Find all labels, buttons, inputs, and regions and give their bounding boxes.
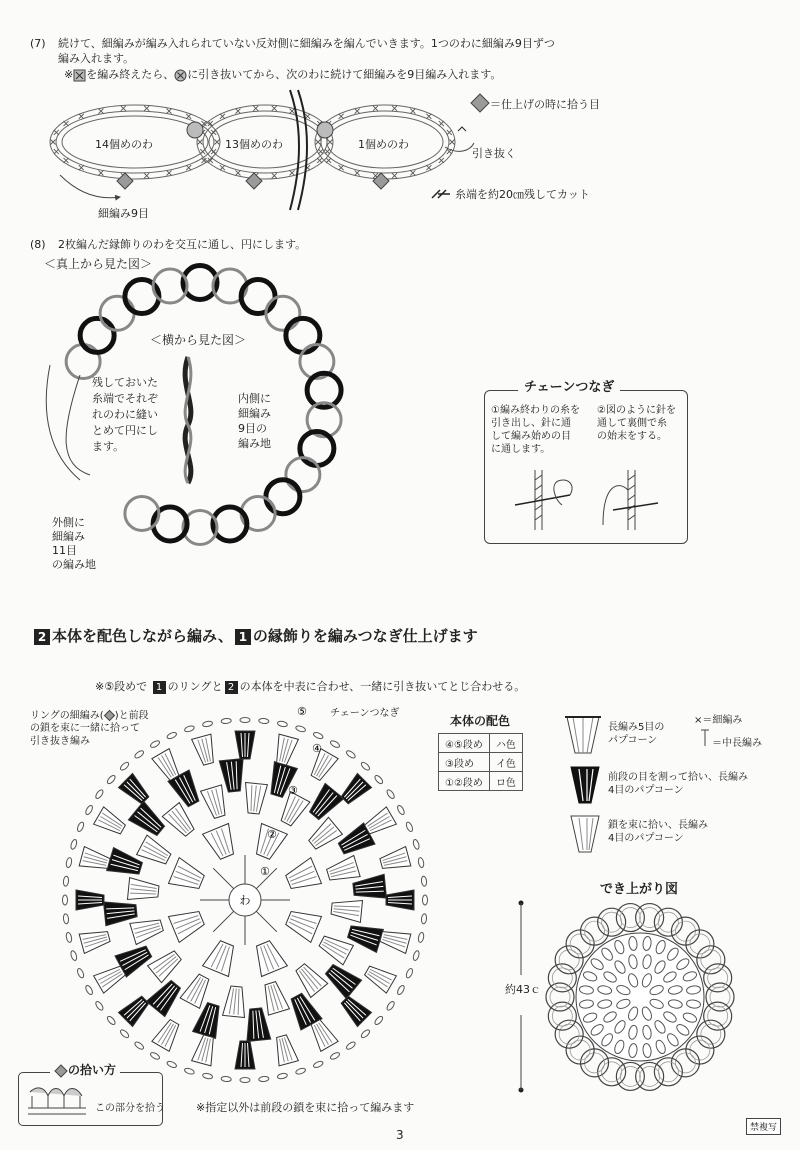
finished-ring-inner <box>552 968 572 988</box>
chain-stitch <box>295 1067 306 1075</box>
popcorn4-bundle-line: 4目のパプコーン <box>608 833 684 844</box>
chain-stitch <box>70 950 78 961</box>
chain-join-illustration-2 <box>598 465 668 535</box>
popcorn-stitch <box>152 1017 183 1051</box>
chain-stitch <box>94 1000 104 1011</box>
ring-link <box>266 480 300 514</box>
popcorn-stitch <box>272 1034 299 1066</box>
color-value: イ色 <box>489 753 522 772</box>
popcorn-stitch <box>127 878 159 903</box>
ring-sc-line: の鎖を束に一緒に拾って <box>30 723 140 734</box>
left-note-line: 残しておいた <box>92 376 158 389</box>
round-number: ⑤ <box>297 705 307 718</box>
chain-stitch <box>405 968 414 979</box>
chain-stitch <box>65 857 72 868</box>
ring-link <box>80 318 114 352</box>
chain-stitch <box>134 1041 145 1051</box>
ring-link <box>286 318 320 352</box>
color-value: ハ色 <box>489 734 522 753</box>
popcorn-stitch <box>148 947 185 983</box>
popcorn-stitch <box>203 824 240 862</box>
chain-stitch <box>421 876 427 886</box>
popcorn-stitch <box>305 817 342 853</box>
popcorn-stitch <box>305 783 344 823</box>
popcorn-stitch <box>283 905 321 942</box>
popcorn-stitch <box>235 731 255 759</box>
chain-stitch <box>360 1029 371 1039</box>
legend-cut: 糸端を約20㎝残してカット <box>455 188 590 201</box>
popcorn-stitch <box>338 773 372 807</box>
chain-stitch <box>277 1073 288 1080</box>
chain-stitch <box>345 749 356 759</box>
step7-note <box>64 68 501 82</box>
spoke <box>256 911 277 932</box>
popcorn-stitch <box>169 858 207 895</box>
step7-number: (7) <box>30 37 46 50</box>
chain-stitch <box>374 1015 384 1026</box>
left-note-line: れのわに縫い <box>92 408 158 421</box>
chain-stitch <box>374 774 384 785</box>
chain-join-title: チェーンつなぎ <box>518 380 620 396</box>
assembly-note <box>95 680 525 694</box>
color-row <box>439 753 523 772</box>
popcorn-stitch <box>250 938 287 976</box>
inner-note-line: 内側に <box>238 392 271 405</box>
note-prefix: ※ <box>64 68 74 81</box>
footer-note: ※指定以外は前段の鎖を束に拾って編みます <box>196 1101 415 1114</box>
chain-step1-line: 引き出し、針に通 <box>491 418 571 429</box>
popcorn-stitch <box>338 993 372 1027</box>
chain-stitch <box>84 984 93 995</box>
chain-step1-line: して編み始めの目 <box>491 431 571 442</box>
popcorn-stitch <box>325 856 360 886</box>
color-row <box>439 772 523 791</box>
popcorn-stitch <box>94 807 128 838</box>
popcorn-stitch <box>79 927 111 954</box>
chain-stitch <box>259 718 269 724</box>
popcorn-stitch <box>203 938 240 976</box>
finished-ring-inner <box>640 908 660 928</box>
finished-ring-inner <box>708 1006 728 1026</box>
left-note-line: 糸端でそれぞ <box>92 392 158 405</box>
chain-stitch <box>386 1000 396 1011</box>
color-round: ①②段め <box>439 772 490 791</box>
chain-stitch <box>221 718 231 724</box>
finished-title: でき上がり図 <box>600 882 679 897</box>
round-number: ② <box>267 828 277 841</box>
copy-prohibited-badge: 禁複写 <box>746 1118 781 1135</box>
assembly-mid1: のリングと <box>167 680 223 693</box>
popcorn-stitch <box>130 915 165 945</box>
pickup-illustration <box>26 1088 88 1118</box>
outer-note-line: 11目 <box>52 544 77 557</box>
popcorn-stitch <box>243 782 268 814</box>
chain-stitch <box>295 725 306 733</box>
popcorn-stitch <box>260 980 290 1015</box>
inner-note-line: 細編み <box>238 407 271 420</box>
pickup-note: この部分を拾う <box>95 1103 165 1114</box>
assembly-prefix: ※⑤段めで <box>95 680 148 693</box>
chain-stitch <box>240 1078 250 1083</box>
chain-step2-line: 通して裏側で糸 <box>597 418 667 429</box>
top-view-label: ＜真上から見た図＞ <box>44 257 153 271</box>
left-note-line: とめて円にし <box>92 424 158 437</box>
sc-box-icon <box>73 69 86 82</box>
popcorn-stitch <box>162 803 198 840</box>
popcorn-stitch <box>386 890 414 910</box>
sc-legend: ×＝細編み <box>694 715 743 726</box>
section-number-1: 1 <box>235 629 251 645</box>
chain-stitch <box>149 739 160 748</box>
popcorn-stitch <box>128 801 168 840</box>
popcorn-stitch <box>76 890 104 910</box>
chain-stitch <box>202 1073 213 1080</box>
color-round: ③段め <box>439 753 490 772</box>
popcorn4-split-line: 4目のパプコーン <box>608 785 684 796</box>
ring-sc-line: 引き抜き編み <box>30 736 90 747</box>
color-table-title: 本体の配色 <box>450 714 511 728</box>
chain-stitch <box>134 749 145 759</box>
chain-stitch <box>423 895 428 905</box>
color-table <box>438 733 523 791</box>
chain-join-label: チェーンつなぎ <box>330 708 400 719</box>
chain-stitch <box>184 1067 195 1075</box>
popcorn-stitch <box>223 986 248 1018</box>
chain-stitch <box>329 739 340 748</box>
finished-ring-inner <box>552 1006 572 1026</box>
chain-stitch <box>119 761 130 771</box>
chain-stitch <box>106 1015 116 1026</box>
chain-stitch <box>184 725 195 733</box>
center-label: わ <box>239 894 251 907</box>
step8-text: 2枚編んだ縁飾りのわを交互に通し、円にします。 <box>58 238 307 251</box>
pickup-diamond-icon <box>470 93 490 113</box>
popcorn-stitch <box>362 962 396 993</box>
chain-step1-line: に通します。 <box>491 444 551 455</box>
ring-link <box>266 296 300 330</box>
spoke <box>213 868 234 889</box>
chain-step2-line: の始末をする。 <box>597 431 667 442</box>
finished-body <box>576 933 704 1061</box>
popcorn-stitch <box>169 905 207 942</box>
popcorn-stitch <box>192 734 219 766</box>
chain-stitch <box>166 1060 177 1069</box>
ring-sc-line: リングの細編み( <box>30 710 104 722</box>
color-round: ④⑤段め <box>439 734 490 753</box>
chain-stitch <box>63 876 69 886</box>
finished-size: 約43ｃ <box>505 983 541 996</box>
chain-stitch <box>63 895 68 905</box>
chain-stitch <box>360 761 371 771</box>
inner-note-line: 編み地 <box>238 437 271 450</box>
chain-join-illustration-1 <box>510 465 580 535</box>
outer-note-line: の編み地 <box>52 558 96 571</box>
chain-stitch <box>166 731 177 740</box>
sc-circle-icon <box>174 69 187 82</box>
chain-stitch <box>329 1051 340 1060</box>
chain-stitch <box>202 720 213 727</box>
step7-line1: 続けて、細編みが編み入れられていない反対側に細編みを編んでいきます。1つのわに細編み9目ずつ <box>58 37 555 50</box>
note-mid: を編み終えたら、 <box>86 68 175 81</box>
size-dimension-line <box>515 900 527 1095</box>
popcorn5-line: 長編み5目の <box>608 722 665 733</box>
popcorn-stitch <box>219 759 246 793</box>
assembly-num-2: 2 <box>225 681 238 694</box>
inner-note-line: 9目の <box>238 422 267 435</box>
popcorn5-symbol <box>563 713 603 758</box>
chain-stitch <box>119 1029 130 1039</box>
popcorn-stitch <box>118 773 152 807</box>
left-note-line: ます。 <box>92 440 125 453</box>
finished-ring-inner <box>708 968 728 988</box>
round-number: ④ <box>312 742 322 755</box>
popcorn4-bundle-line: 鎖を束に拾い、長編み <box>608 820 708 831</box>
chain-stitch <box>65 932 72 943</box>
chain-step2-line: ②図のように針を <box>597 405 676 416</box>
chain-stitch <box>421 914 427 924</box>
outer-note-line: 外側に <box>52 516 85 529</box>
section-number-2: 2 <box>34 629 50 645</box>
popcorn-stitch <box>235 1041 255 1069</box>
ring-link <box>66 345 100 379</box>
cut-thread-icon <box>430 189 452 199</box>
color-row <box>439 734 523 753</box>
popcorn-stitch <box>118 993 152 1027</box>
mdc-legend: ＝中長編み <box>712 738 762 749</box>
assembly-num-1: 1 <box>153 681 166 694</box>
popcorn4-split-symbol <box>567 763 603 808</box>
ring-circle-diagram <box>40 265 370 565</box>
color-value: ロ色 <box>489 772 522 791</box>
legend-pickup: ＝仕上げの時に拾う目 <box>490 98 600 111</box>
chain-stitch <box>70 839 78 850</box>
chain-stitch <box>259 1076 269 1082</box>
chain-stitch <box>313 731 324 740</box>
chain-stitch <box>345 1041 356 1051</box>
ring-link <box>241 280 275 314</box>
popcorn-stitch <box>146 977 185 1017</box>
popcorn-stitch <box>331 898 363 923</box>
chain-stitch <box>418 932 425 943</box>
chain-stitch <box>386 789 396 800</box>
chain-stitch <box>240 718 250 723</box>
section2-text-b: の縁飾りを編みつなぎ仕上げます <box>252 627 478 645</box>
pickup-title-text: の拾い方 <box>68 1063 117 1077</box>
popcorn5-line: パプコーン <box>608 735 658 746</box>
step7-line2: 編み入れます。 <box>58 52 135 65</box>
popcorn-stitch <box>352 874 386 901</box>
popcorn-stitch <box>283 858 321 895</box>
popcorn-stitch <box>379 847 411 874</box>
diamond-icon <box>54 1064 68 1078</box>
step8-number: (8) <box>30 238 46 251</box>
ring-label-13: 13個めのわ <box>225 138 283 151</box>
ring-link <box>286 458 320 492</box>
mdc-symbol <box>700 728 710 748</box>
crochet-chart <box>60 705 440 1090</box>
note-suffix: に引き抜いてから、次のわに続けて細編みを9目編み入れます。 <box>187 68 502 81</box>
legend-pull: 引き抜く <box>472 147 516 160</box>
chain-stitch <box>396 804 405 815</box>
chain-stitch <box>405 821 414 832</box>
popcorn4-bundle-symbol <box>567 812 603 857</box>
chain-stitch <box>412 839 420 850</box>
round-number: ③ <box>288 784 298 797</box>
chain-stitch <box>149 1051 160 1060</box>
popcorn-stitch <box>201 785 231 820</box>
pickup-method-title <box>50 1063 120 1078</box>
assembly-mid2: の本体を中表に合わせ、一緒に引き抜いてとじ合わせる。 <box>239 680 526 693</box>
side-view-twist <box>176 355 200 485</box>
section2-heading <box>32 627 478 646</box>
chain-step1-line: ①編み終わりの糸を <box>491 405 580 416</box>
popcorn-stitch <box>244 1007 271 1041</box>
chain-stitch <box>277 720 288 727</box>
chain-stitch <box>106 774 116 785</box>
finished-illustration <box>543 900 738 1095</box>
chain-stitch <box>396 984 405 995</box>
round-number: ① <box>260 865 270 878</box>
spoke <box>213 911 234 932</box>
ring-label-14: 14個めのわ <box>95 138 153 151</box>
popcorn-stitch <box>322 960 362 999</box>
section2-text-a: 本体を配色しながら編み、 <box>52 627 233 645</box>
ring-label-1: 1個めのわ <box>358 138 409 151</box>
page-number: 3 <box>396 1128 404 1142</box>
chain-stitch <box>84 804 93 815</box>
chain-stitch <box>418 857 425 868</box>
chain-stitch <box>94 789 104 800</box>
sc9-label: 細編み9目 <box>98 207 149 220</box>
popcorn4-split-line: 前段の目を割って拾い、長編み <box>608 772 748 783</box>
finished-ring-inner <box>550 987 570 1007</box>
ring-sc-line: )と前段 <box>114 710 149 722</box>
ring-link <box>100 296 134 330</box>
chain-stitch <box>412 950 420 961</box>
popcorn-stitch <box>104 899 138 926</box>
chain-stitch <box>76 821 85 832</box>
finished-ring-inner <box>620 1066 640 1086</box>
chain-stitch <box>76 968 85 979</box>
chain-stitch <box>63 914 69 924</box>
chain-stitch <box>313 1060 324 1069</box>
popcorn-stitch <box>292 960 328 997</box>
outer-note-line: 細編み <box>52 530 85 543</box>
finished-ring-inner <box>710 987 730 1007</box>
side-view-label: ＜横から見た図＞ <box>150 333 247 347</box>
chain-stitch <box>221 1076 231 1082</box>
